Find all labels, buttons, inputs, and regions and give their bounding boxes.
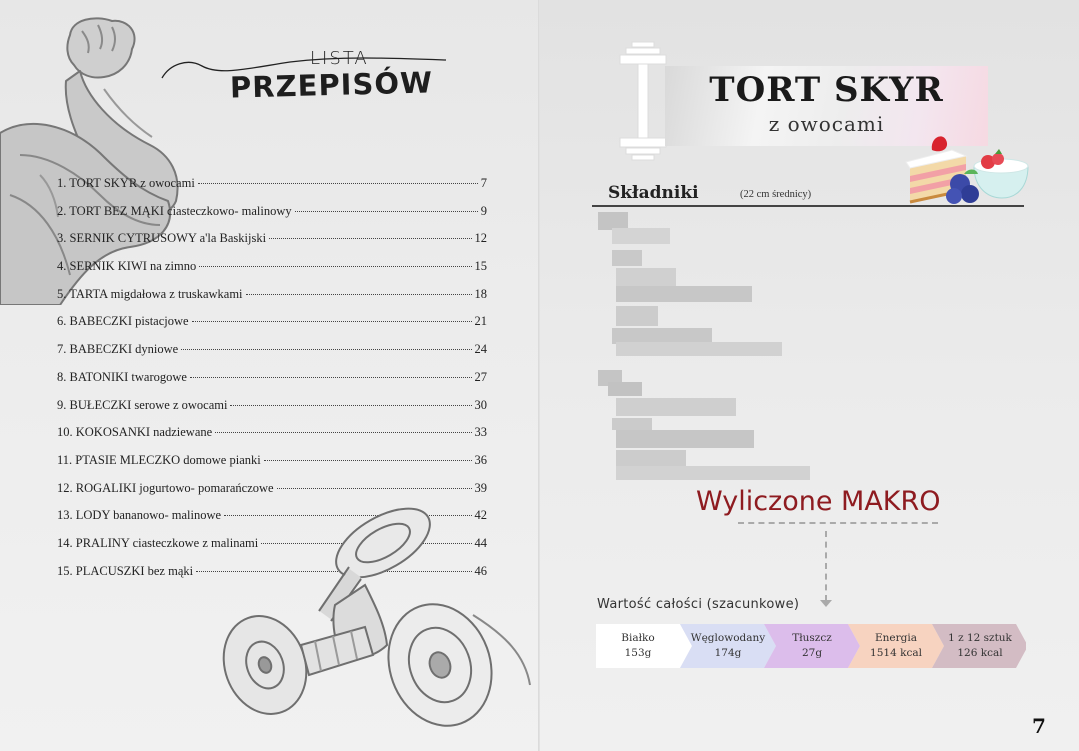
- toc-entry-title: 14. PRALINY ciasteczkowe z malinami: [57, 535, 259, 550]
- toc-entry-dots: [264, 460, 472, 461]
- macro-label: Tłuszcz: [792, 632, 832, 644]
- cake-and-yogurt-icon: [902, 132, 1032, 207]
- toc-entry-title: 5. TARTA migdałowa z truskawkami: [57, 286, 243, 301]
- toc-entry[interactable]: [57, 314, 487, 342]
- toc-entry-title: 2. TORT BEZ MĄKI ciasteczkowo- malinowy: [57, 203, 292, 218]
- toc-entry-title: 11. PTASIE MLECZKO domowe pianki: [57, 452, 261, 467]
- toc-entry-dots: [215, 432, 471, 433]
- toc-entry-dots: [181, 349, 471, 350]
- macro-chevron-bar: [596, 624, 1026, 668]
- toc-entry-title: 6. BABECZKI pistacjowe: [57, 314, 189, 329]
- toc-entry-page: 9: [480, 203, 487, 218]
- toc-entry-page: 42: [474, 508, 487, 523]
- toc-entry[interactable]: [57, 342, 487, 370]
- macro-label: Energia: [875, 632, 917, 644]
- macro-cell: [596, 624, 680, 668]
- recipe-subtitle: z owocami: [768, 112, 885, 136]
- toc-entry-page: 39: [474, 480, 487, 495]
- toc-entry-dots: [192, 321, 472, 322]
- macro-value: 153g: [624, 647, 652, 659]
- toc-entry[interactable]: [57, 398, 487, 426]
- toc-entry-page: 15: [474, 259, 487, 274]
- toc-entry-page: 46: [474, 563, 487, 578]
- toc-entry-page: 27: [474, 369, 487, 384]
- right-page: [540, 0, 1079, 751]
- macro-value: 1514 kcal: [870, 647, 922, 659]
- heading-przepisow: PRZEPISÓW: [229, 65, 434, 105]
- macro-cell: [686, 624, 770, 668]
- macro-heading: Wyliczone MAKRO: [696, 486, 941, 517]
- toc-entry-dots: [230, 405, 471, 406]
- toc-entry[interactable]: [57, 370, 487, 398]
- toc-entry-page: 21: [474, 314, 487, 329]
- toc-entry-title: 7. BABECZKI dyniowe: [57, 342, 179, 357]
- toc-entry[interactable]: [57, 453, 487, 481]
- toc-entry-dots: [295, 211, 478, 212]
- toc-entry-page: 36: [474, 452, 487, 467]
- macro-value: 174g: [714, 647, 742, 659]
- recipe-title: TORT SKYR: [709, 70, 944, 110]
- toc-entry-title: 1. TORT SKYR z owocami: [57, 176, 195, 190]
- toc-entry-page: 33: [474, 425, 487, 440]
- toc-entry-dots: [199, 266, 471, 267]
- toc-entry-title: 12. ROGALIKI jogurtowo- pomarańczowe: [57, 480, 274, 495]
- toc-entry-title: 15. PLACUSZKI bez mąki: [57, 563, 194, 578]
- toc-entry-title: 8. BATONIKI twarogowe: [57, 369, 187, 384]
- page-number: 7: [1032, 714, 1046, 738]
- dumbbells-icon: [215, 495, 535, 750]
- toc-entry[interactable]: [57, 176, 487, 204]
- toc-entry-page: 7: [480, 176, 487, 190]
- macro-cell: [854, 624, 938, 668]
- toc-entry-page: 12: [474, 231, 487, 246]
- toc-entry[interactable]: [57, 425, 487, 453]
- toc-entry-title: 9. BUŁECZKI serowe z owocami: [57, 397, 228, 412]
- toc-entry-title: 10. KOKOSANKI nadziewane: [57, 425, 213, 440]
- toc-entry-dots: [277, 488, 472, 489]
- macro-value: 126 kcal: [957, 647, 1003, 659]
- ingredients-divider: [592, 205, 1024, 207]
- ingredients-note: (22 cm średnicy): [740, 189, 812, 200]
- barbell-icon: [618, 40, 668, 165]
- toc-entry-title: 13. LODY bananowo- malinowe: [57, 508, 222, 523]
- heading-lista: LISTA: [310, 48, 369, 69]
- toc-entry-dots: [198, 183, 478, 184]
- toc-entry-dots: [246, 294, 472, 295]
- toc-entry-page: 30: [474, 397, 487, 412]
- toc-entry[interactable]: [57, 287, 487, 315]
- total-values-label: Wartość całości (szacunkowe): [597, 597, 800, 612]
- toc-entry[interactable]: [57, 204, 487, 232]
- toc-entry-page: 18: [474, 286, 487, 301]
- macro-cell: [938, 624, 1022, 668]
- macro-divider: [738, 522, 938, 524]
- blurred-ingredients-list: [598, 212, 828, 487]
- arrow-down-icon: [820, 600, 832, 607]
- toc-entry-title: 3. SERNIK CYTRUSOWY a'la Baskijski: [57, 231, 267, 246]
- macro-arrow-line: [825, 531, 827, 601]
- toc-entry-page: 24: [474, 342, 487, 357]
- macro-value: 27g: [801, 647, 823, 659]
- toc-entry-dots: [190, 377, 472, 378]
- macro-label: 1 z 12 sztuk: [948, 632, 1012, 644]
- toc-entry-page: 44: [474, 535, 487, 550]
- macro-label: Białko: [621, 632, 655, 644]
- macro-cell: [770, 624, 854, 668]
- toc-entry[interactable]: [57, 231, 487, 259]
- ingredients-heading: Składniki: [608, 183, 699, 203]
- toc-entry-title: 4. SERNIK KIWI na zimno: [57, 259, 197, 274]
- toc-entry[interactable]: [57, 259, 487, 287]
- macro-label: Węglowodany: [690, 632, 766, 644]
- toc-entry-dots: [269, 238, 471, 239]
